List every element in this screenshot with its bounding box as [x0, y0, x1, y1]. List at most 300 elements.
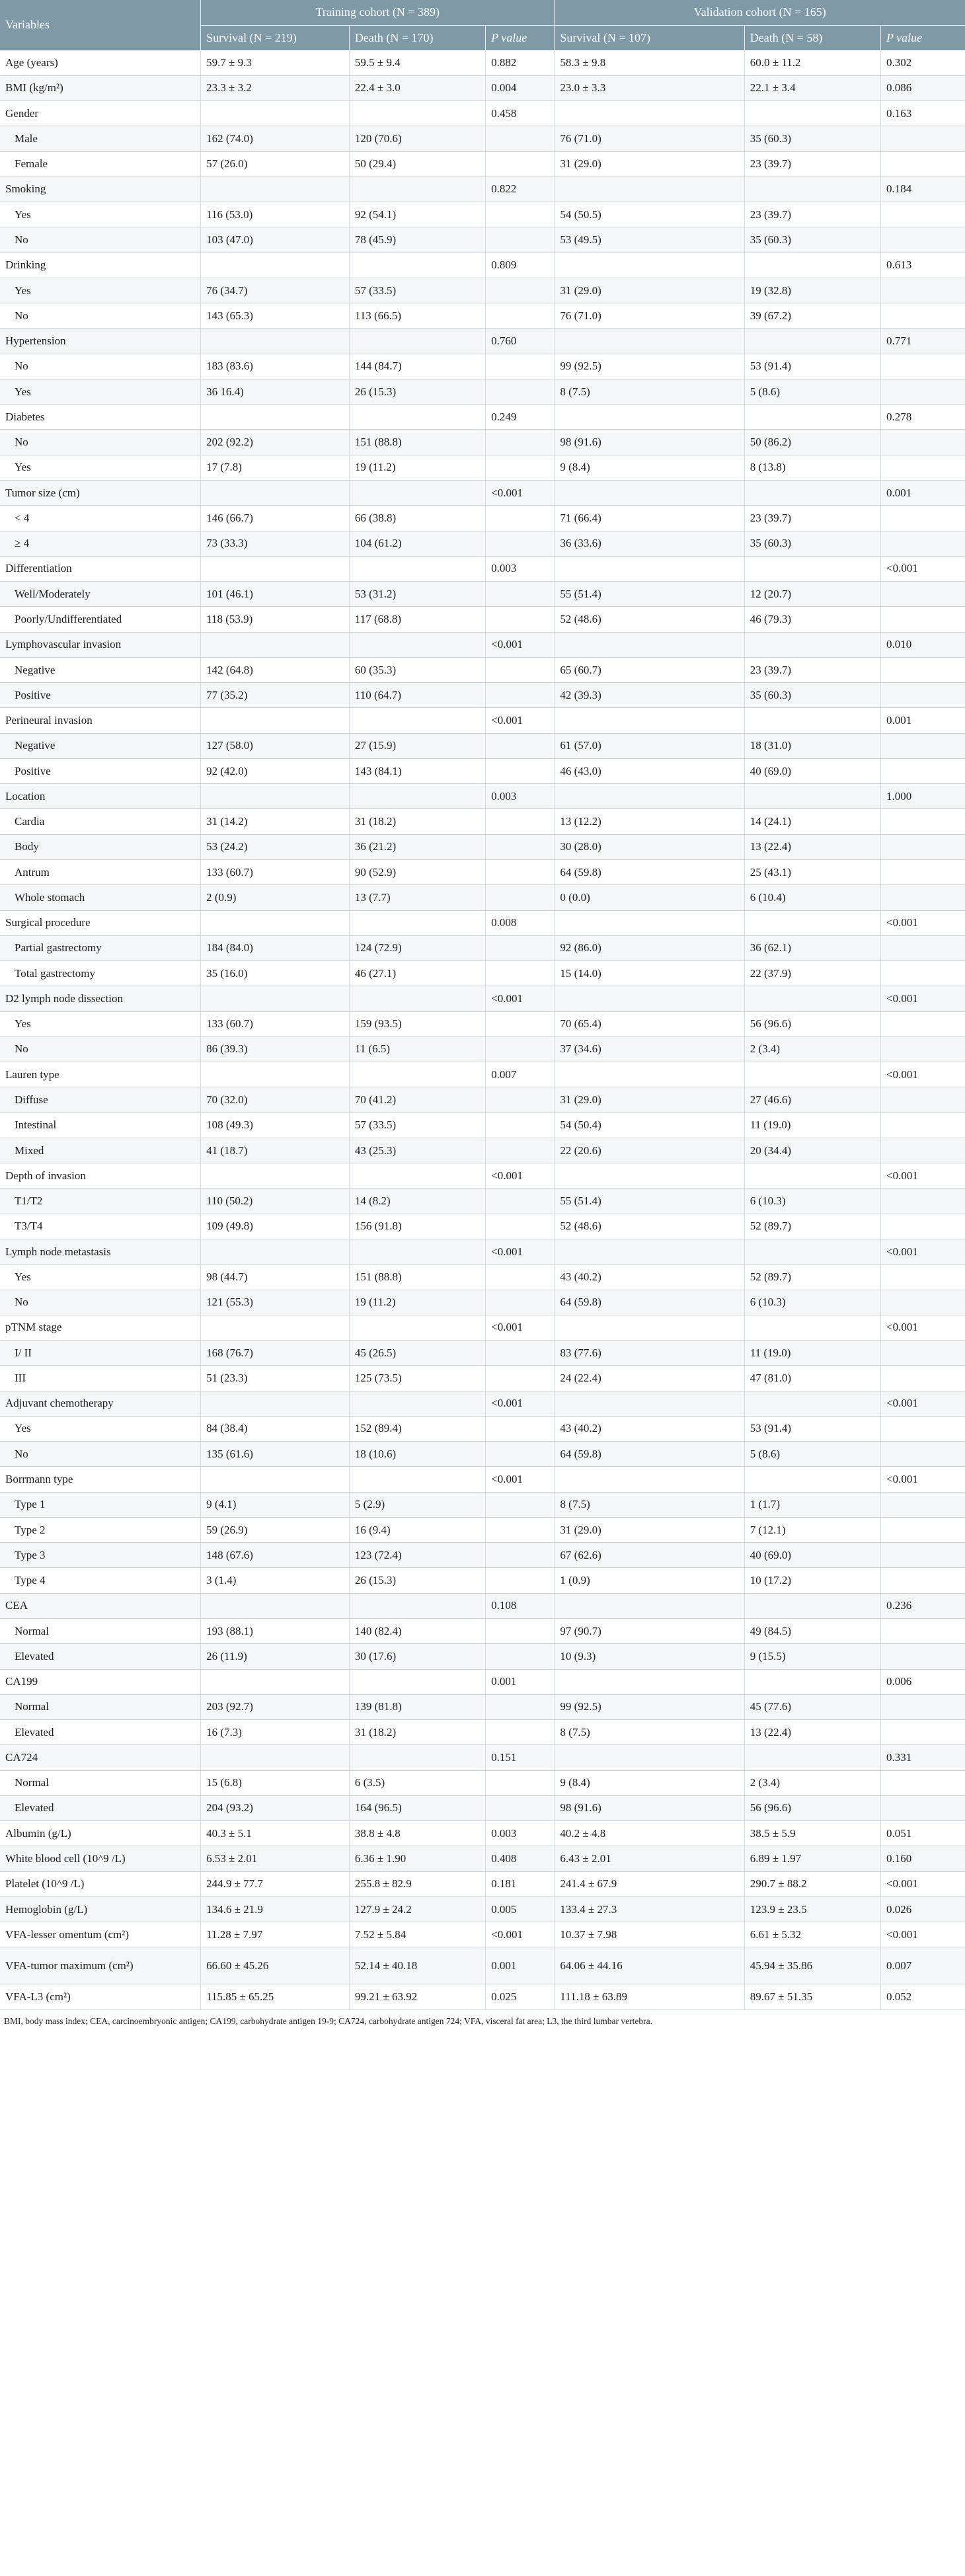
survival-validation-cell: 71 (66.4) [555, 506, 744, 531]
variable-cell: D2 lymph node dissection [0, 986, 201, 1011]
variable-cell: Differentiation [0, 556, 201, 581]
pvalue-validation-cell [881, 303, 965, 329]
table-row [0, 683, 965, 708]
pvalue-training-cell: 0.025 [486, 1984, 555, 2010]
pvalue-training-cell [486, 1341, 555, 1366]
table-row [0, 329, 965, 354]
pvalue-training-cell [486, 1036, 555, 1062]
survival-training-cell: 101 (46.1) [201, 582, 350, 607]
pvalue-training-cell: 0.151 [486, 1745, 555, 1770]
table-row [0, 1163, 965, 1189]
survival-training-cell: 31 (14.2) [201, 809, 350, 834]
survival-training-cell: 17 (7.8) [201, 455, 350, 480]
pvalue-validation-cell [881, 683, 965, 708]
pvalue-validation-cell: 0.086 [881, 75, 965, 100]
variable-cell: Borrmann type [0, 1467, 201, 1492]
pvalue-validation-cell: <0.001 [881, 1062, 965, 1087]
death-training-cell: 50 (29.4) [349, 151, 485, 176]
pvalue-training-cell: 0.008 [486, 910, 555, 935]
survival-training-cell: 202 (92.2) [201, 430, 350, 455]
survival-validation-cell: 83 (77.6) [555, 1341, 744, 1366]
death-validation-cell: 10 (17.2) [744, 1568, 880, 1593]
pvalue-training-cell [486, 1517, 555, 1542]
death-training-cell: 127.9 ± 24.2 [349, 1896, 485, 1922]
pvalue-training-cell: 0.822 [486, 176, 555, 202]
survival-training-cell: 168 (76.7) [201, 1341, 350, 1366]
death-validation-cell: 52 (89.7) [744, 1265, 880, 1290]
pvalue-validation-cell: 0.007 [881, 1947, 965, 1984]
survival-training-cell: 142 (64.8) [201, 657, 350, 682]
pvalue-training-cell [486, 303, 555, 329]
table-row [0, 1442, 965, 1467]
survival-validation-cell: 54 (50.4) [555, 1112, 744, 1138]
survival-validation-cell: 10.37 ± 7.98 [555, 1922, 744, 1947]
death-training-cell: 36 (21.2) [349, 834, 485, 859]
pvalue-training-cell: 0.001 [486, 1669, 555, 1694]
table-row [0, 1568, 965, 1593]
death-validation-cell [744, 481, 880, 506]
survival-training-cell: 193 (88.1) [201, 1618, 350, 1643]
pvalue-training-cell: 0.249 [486, 405, 555, 430]
death-training-cell: 99.21 ± 63.92 [349, 1984, 485, 2010]
death-validation-cell: 27 (46.6) [744, 1087, 880, 1112]
variable-cell: Albumin (g/L) [0, 1821, 201, 1846]
pvalue-validation-cell [881, 1214, 965, 1239]
survival-validation-cell [555, 708, 744, 733]
pvalue-training-cell: <0.001 [486, 1922, 555, 1947]
death-training-cell: 113 (66.5) [349, 303, 485, 329]
death-validation-cell: 40 (69.0) [744, 1543, 880, 1568]
survival-validation-cell: 31 (29.0) [555, 278, 744, 303]
table-row [0, 1467, 965, 1492]
survival-training-cell: 244.9 ± 77.7 [201, 1871, 350, 1896]
death-validation-cell [744, 1467, 880, 1492]
survival-validation-cell: 55 (51.4) [555, 582, 744, 607]
death-validation-cell [744, 1391, 880, 1416]
variable-cell: Positive [0, 683, 201, 708]
survival-training-cell: 143 (65.3) [201, 303, 350, 329]
survival-validation-cell [555, 176, 744, 202]
table-row [0, 733, 965, 758]
table-row [0, 657, 965, 682]
variable-cell: Female [0, 151, 201, 176]
table-row [0, 1315, 965, 1340]
death-validation-cell: 14 (24.1) [744, 809, 880, 834]
survival-validation-cell [555, 405, 744, 430]
table-footnote: BMI, body mass index; CEA, carcinoembryonic antigen; CA199, carbohydrate antigen 19-9; CA724, carbohydrate antigen 724; VFA, visceral fat area; L3, the third lumbar vertebra. [4, 2015, 652, 2026]
survival-validation-cell: 111.18 ± 63.89 [555, 1984, 744, 2010]
death-training-cell [349, 1593, 485, 1618]
variable-cell: CA724 [0, 1745, 201, 1770]
pvalue-validation-cell [881, 151, 965, 176]
death-validation-cell: 2 (3.4) [744, 1036, 880, 1062]
survival-validation-cell [555, 101, 744, 126]
survival-training-cell: 162 (74.0) [201, 126, 350, 151]
pvalue-training-cell [486, 683, 555, 708]
variable-cell: Tumor size (cm) [0, 481, 201, 506]
survival-training-cell [201, 1745, 350, 1770]
death-validation-cell: 23 (39.7) [744, 506, 880, 531]
pvalue-validation-cell [881, 1138, 965, 1163]
death-training-cell [349, 784, 485, 809]
death-training-cell [349, 556, 485, 581]
death-training-cell [349, 1467, 485, 1492]
death-training-cell: 6 (3.5) [349, 1770, 485, 1795]
death-training-cell: 90 (52.9) [349, 860, 485, 885]
death-validation-cell: 45 (77.6) [744, 1694, 880, 1719]
survival-training-cell: 2 (0.9) [201, 885, 350, 910]
survival-training-cell: 204 (93.2) [201, 1795, 350, 1820]
death-training-cell [349, 708, 485, 733]
variable-cell: Partial gastrectomy [0, 935, 201, 960]
death-validation-cell: 50 (86.2) [744, 430, 880, 455]
pvalue-training-cell [486, 1770, 555, 1795]
pvalue-validation-cell [881, 758, 965, 783]
survival-training-cell: 6.53 ± 2.01 [201, 1846, 350, 1871]
death-validation-cell: 89.67 ± 51.35 [744, 1984, 880, 2010]
death-training-cell: 164 (96.5) [349, 1795, 485, 1820]
variable-cell: Yes [0, 278, 201, 303]
death-validation-cell [744, 1062, 880, 1087]
death-training-cell: 151 (88.8) [349, 1265, 485, 1290]
survival-training-cell [201, 176, 350, 202]
variable-cell: Location [0, 784, 201, 809]
table-row [0, 1517, 965, 1542]
pvalue-validation-cell [881, 582, 965, 607]
table-row [0, 1694, 965, 1719]
death-validation-cell: 22 (37.9) [744, 961, 880, 986]
pvalue-training-cell: 0.004 [486, 75, 555, 100]
death-validation-cell [744, 986, 880, 1011]
death-validation-cell [744, 176, 880, 202]
table-row [0, 1669, 965, 1694]
pvalue-validation-cell [881, 202, 965, 227]
pvalue-validation-cell [881, 430, 965, 455]
survival-validation-cell [555, 481, 744, 506]
variable-cell: Yes [0, 1265, 201, 1290]
survival-validation-cell: 67 (62.6) [555, 1543, 744, 1568]
death-validation-cell [744, 253, 880, 278]
death-validation-cell: 23 (39.7) [744, 657, 880, 682]
survival-training-cell: 121 (55.3) [201, 1290, 350, 1315]
pvalue-validation-cell [881, 227, 965, 253]
pvalue-validation-cell [881, 379, 965, 404]
survival-validation-cell: 76 (71.0) [555, 126, 744, 151]
table-row [0, 1062, 965, 1087]
table-row [0, 1112, 965, 1138]
survival-training-cell [201, 1062, 350, 1087]
variable-cell: Lauren type [0, 1062, 201, 1087]
pvalue-training-cell: 0.809 [486, 253, 555, 278]
pvalue-training-cell [486, 430, 555, 455]
variable-cell: Positive [0, 758, 201, 783]
pvalue-training-cell [486, 1366, 555, 1391]
death-training-cell: 144 (84.7) [349, 354, 485, 379]
death-validation-cell: 53 (91.4) [744, 354, 880, 379]
death-validation-cell: 45.94 ± 35.86 [744, 1947, 880, 1984]
survival-training-cell: 109 (49.8) [201, 1214, 350, 1239]
header-survival-validation: Survival (N = 107) [555, 25, 744, 50]
pvalue-training-cell: 0.007 [486, 1062, 555, 1087]
survival-training-cell: 40.3 ± 5.1 [201, 1821, 350, 1846]
death-training-cell [349, 101, 485, 126]
variable-cell: Body [0, 834, 201, 859]
table-row [0, 50, 965, 75]
survival-validation-cell: 22 (20.6) [555, 1138, 744, 1163]
pvalue-training-cell [486, 885, 555, 910]
table-row [0, 1770, 965, 1795]
variable-cell: Yes [0, 455, 201, 480]
variable-cell: No [0, 303, 201, 329]
variable-cell: Age (years) [0, 50, 201, 75]
pvalue-validation-cell [881, 506, 965, 531]
survival-training-cell: 108 (49.3) [201, 1112, 350, 1138]
pvalue-training-cell [486, 1694, 555, 1719]
death-validation-cell: 23 (39.7) [744, 202, 880, 227]
pvalue-validation-cell [881, 834, 965, 859]
survival-validation-cell: 241.4 ± 67.9 [555, 1871, 744, 1896]
header-death-validation: Death (N = 58) [744, 25, 880, 50]
variable-cell: Platelet (10^9 /L) [0, 1871, 201, 1896]
table-row [0, 278, 965, 303]
pvalue-training-cell [486, 1492, 555, 1517]
death-validation-cell: 19 (32.8) [744, 278, 880, 303]
survival-training-cell [201, 632, 350, 657]
variable-cell: Mixed [0, 1138, 201, 1163]
death-validation-cell: 13 (22.4) [744, 1720, 880, 1745]
pvalue-training-cell: 0.108 [486, 1593, 555, 1618]
pvalue-validation-cell [881, 1568, 965, 1593]
pvalue-validation-cell: 0.163 [881, 101, 965, 126]
death-training-cell: 26 (15.3) [349, 379, 485, 404]
pvalue-training-cell [486, 1265, 555, 1290]
pvalue-validation-cell: 0.613 [881, 253, 965, 278]
pvalue-training-cell [486, 379, 555, 404]
death-training-cell [349, 405, 485, 430]
survival-validation-cell: 15 (14.0) [555, 961, 744, 986]
table-row [0, 303, 965, 329]
survival-training-cell [201, 1163, 350, 1189]
death-training-cell: 31 (18.2) [349, 1720, 485, 1745]
pvalue-validation-cell: 0.771 [881, 329, 965, 354]
pvalue-training-cell: <0.001 [486, 1391, 555, 1416]
pvalue-training-cell [486, 1644, 555, 1669]
death-training-cell: 140 (82.4) [349, 1618, 485, 1643]
pvalue-training-cell: 0.003 [486, 784, 555, 809]
variable-cell: Intestinal [0, 1112, 201, 1138]
death-training-cell: 124 (72.9) [349, 935, 485, 960]
variable-cell: Negative [0, 657, 201, 682]
variable-cell: pTNM stage [0, 1315, 201, 1340]
pvalue-validation-cell [881, 1011, 965, 1036]
table-row [0, 1745, 965, 1770]
survival-training-cell: 118 (53.9) [201, 607, 350, 632]
survival-validation-cell: 0 (0.0) [555, 885, 744, 910]
pvalue-validation-cell [881, 455, 965, 480]
table-row [0, 101, 965, 126]
pvalue-training-cell [486, 278, 555, 303]
death-training-cell: 120 (70.6) [349, 126, 485, 151]
survival-training-cell: 146 (66.7) [201, 506, 350, 531]
table-header [0, 0, 965, 50]
variable-cell: Type 2 [0, 1517, 201, 1542]
variable-cell: Gender [0, 101, 201, 126]
death-validation-cell: 56 (96.6) [744, 1011, 880, 1036]
pvalue-training-cell [486, 1087, 555, 1112]
pvalue-validation-cell [881, 885, 965, 910]
pvalue-validation-cell [881, 1087, 965, 1112]
variable-cell: Hypertension [0, 329, 201, 354]
survival-validation-cell: 52 (48.6) [555, 607, 744, 632]
pvalue-validation-cell: <0.001 [881, 1391, 965, 1416]
variable-cell: Yes [0, 1011, 201, 1036]
variable-cell: Hemoglobin (g/L) [0, 1896, 201, 1922]
survival-training-cell: 57 (26.0) [201, 151, 350, 176]
pvalue-training-cell [486, 607, 555, 632]
pvalue-validation-cell: <0.001 [881, 1163, 965, 1189]
pvalue-validation-cell: <0.001 [881, 556, 965, 581]
table-row [0, 202, 965, 227]
pvalue-validation-cell [881, 278, 965, 303]
survival-training-cell [201, 329, 350, 354]
pvalue-training-cell: <0.001 [486, 1315, 555, 1340]
survival-validation-cell: 31 (29.0) [555, 1087, 744, 1112]
table-row [0, 986, 965, 1011]
survival-validation-cell: 133.4 ± 27.3 [555, 1896, 744, 1922]
table-row [0, 354, 965, 379]
death-training-cell: 14 (8.2) [349, 1189, 485, 1214]
death-validation-cell: 46 (79.3) [744, 607, 880, 632]
survival-training-cell [201, 784, 350, 809]
survival-validation-cell: 30 (28.0) [555, 834, 744, 859]
survival-validation-cell: 76 (71.0) [555, 303, 744, 329]
death-training-cell [349, 253, 485, 278]
pvalue-validation-cell: 0.026 [881, 1896, 965, 1922]
header-variables: Variables [0, 0, 201, 50]
header-pvalue-training: P value [486, 25, 555, 50]
pvalue-validation-cell [881, 961, 965, 986]
survival-training-cell: 11.28 ± 7.97 [201, 1922, 350, 1947]
death-validation-cell: 56 (96.6) [744, 1795, 880, 1820]
survival-training-cell [201, 1467, 350, 1492]
pvalue-validation-cell [881, 1290, 965, 1315]
death-validation-cell: 39 (67.2) [744, 303, 880, 329]
table-row [0, 455, 965, 480]
variable-cell: Elevated [0, 1795, 201, 1820]
table-row [0, 1492, 965, 1517]
death-validation-cell [744, 1669, 880, 1694]
variable-cell: Perineural invasion [0, 708, 201, 733]
pvalue-validation-cell: 1.000 [881, 784, 965, 809]
death-validation-cell: 8 (13.8) [744, 455, 880, 480]
pvalue-training-cell: <0.001 [486, 481, 555, 506]
survival-validation-cell [555, 910, 744, 935]
pvalue-training-cell: 0.001 [486, 1947, 555, 1984]
variable-cell: T3/T4 [0, 1214, 201, 1239]
death-validation-cell: 5 (8.6) [744, 379, 880, 404]
death-training-cell: 143 (84.1) [349, 758, 485, 783]
table-row [0, 151, 965, 176]
pvalue-training-cell [486, 1720, 555, 1745]
pvalue-validation-cell [881, 1036, 965, 1062]
death-validation-cell [744, 556, 880, 581]
death-training-cell: 70 (41.2) [349, 1087, 485, 1112]
death-training-cell: 43 (25.3) [349, 1138, 485, 1163]
pvalue-validation-cell: 0.052 [881, 1984, 965, 2010]
table-row [0, 1391, 965, 1416]
table-row [0, 1366, 965, 1391]
survival-training-cell [201, 556, 350, 581]
pvalue-training-cell [486, 1189, 555, 1214]
survival-validation-cell: 36 (33.6) [555, 531, 744, 556]
table-row [0, 1922, 965, 1947]
pvalue-training-cell [486, 834, 555, 859]
pvalue-validation-cell [881, 1694, 965, 1719]
death-training-cell: 104 (61.2) [349, 531, 485, 556]
table-row [0, 405, 965, 430]
table-row [0, 1214, 965, 1239]
death-training-cell: 6.36 ± 1.90 [349, 1846, 485, 1871]
survival-training-cell: 51 (23.3) [201, 1366, 350, 1391]
table-row [0, 1871, 965, 1896]
pvalue-validation-cell: <0.001 [881, 1239, 965, 1264]
variable-cell: Total gastrectomy [0, 961, 201, 986]
table-row [0, 227, 965, 253]
survival-training-cell [201, 405, 350, 430]
death-training-cell [349, 329, 485, 354]
survival-validation-cell: 23.0 ± 3.3 [555, 75, 744, 100]
survival-validation-cell [555, 1467, 744, 1492]
death-training-cell: 18 (10.6) [349, 1442, 485, 1467]
variable-cell: Normal [0, 1770, 201, 1795]
pvalue-validation-cell [881, 1341, 965, 1366]
survival-validation-cell: 9 (8.4) [555, 1770, 744, 1795]
survival-validation-cell: 61 (57.0) [555, 733, 744, 758]
pvalue-validation-cell [881, 1543, 965, 1568]
survival-validation-cell: 8 (7.5) [555, 379, 744, 404]
survival-training-cell: 59.7 ± 9.3 [201, 50, 350, 75]
survival-training-cell [201, 1315, 350, 1340]
pvalue-validation-cell [881, 607, 965, 632]
survival-training-cell: 127 (58.0) [201, 733, 350, 758]
pvalue-validation-cell: <0.001 [881, 1922, 965, 1947]
survival-training-cell: 36 16.4) [201, 379, 350, 404]
table-row [0, 1138, 965, 1163]
death-validation-cell [744, 1593, 880, 1618]
survival-training-cell: 59 (26.9) [201, 1517, 350, 1542]
pvalue-validation-cell [881, 1112, 965, 1138]
survival-training-cell: 23.3 ± 3.2 [201, 75, 350, 100]
survival-validation-cell: 31 (29.0) [555, 1517, 744, 1542]
death-training-cell: 60 (35.3) [349, 657, 485, 682]
death-validation-cell: 290.7 ± 88.2 [744, 1871, 880, 1896]
survival-validation-cell: 31 (29.0) [555, 151, 744, 176]
variable-cell: No [0, 354, 201, 379]
death-training-cell: 16 (9.4) [349, 1517, 485, 1542]
variable-cell: Surgical procedure [0, 910, 201, 935]
table-row [0, 126, 965, 151]
survival-training-cell: 115.85 ± 65.25 [201, 1984, 350, 2010]
survival-validation-cell: 98 (91.6) [555, 430, 744, 455]
survival-training-cell: 26 (11.9) [201, 1644, 350, 1669]
pvalue-validation-cell [881, 1720, 965, 1745]
survival-validation-cell: 65 (60.7) [555, 657, 744, 682]
pvalue-validation-cell: 0.051 [881, 1821, 965, 1846]
pvalue-validation-cell [881, 1442, 965, 1467]
death-validation-cell: 11 (19.0) [744, 1112, 880, 1138]
death-validation-cell [744, 632, 880, 657]
pvalue-training-cell [486, 1543, 555, 1568]
